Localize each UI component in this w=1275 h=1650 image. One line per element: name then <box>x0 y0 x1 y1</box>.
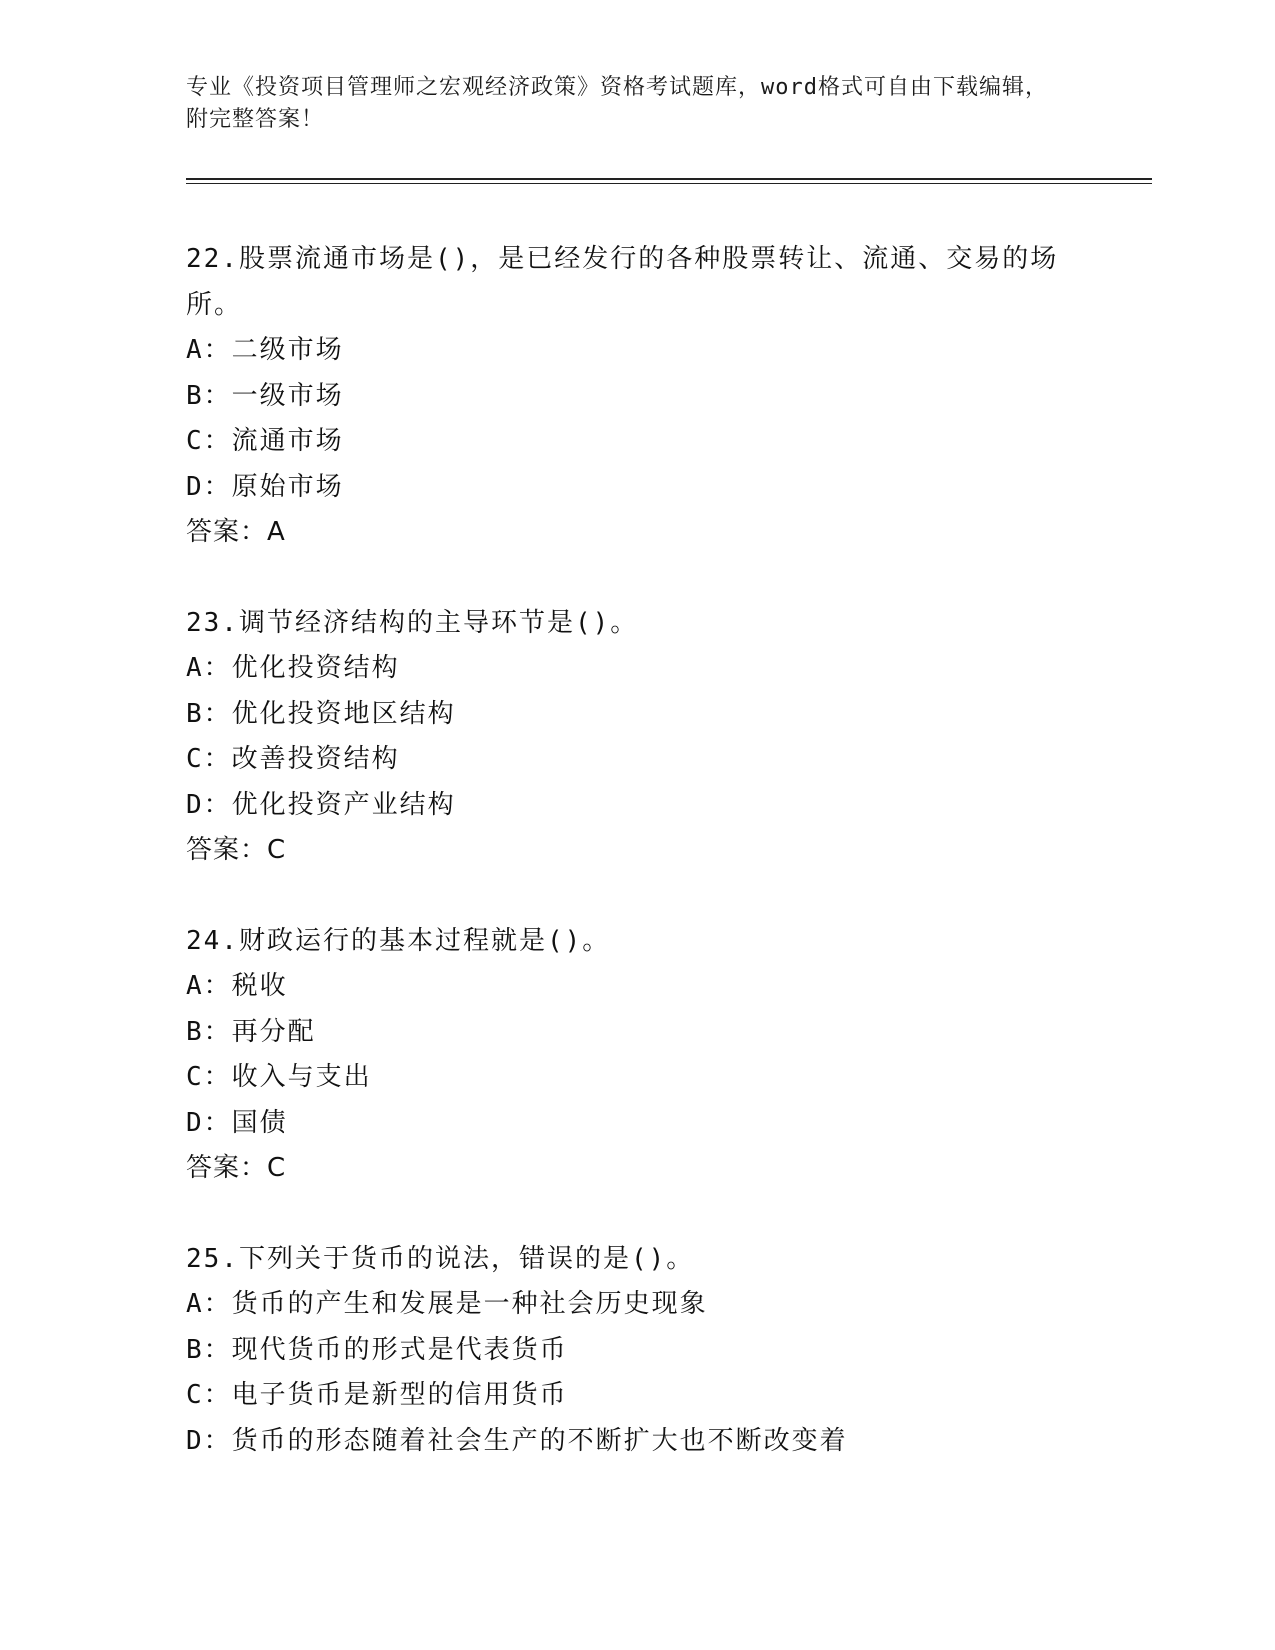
header-rule-thin <box>186 183 1152 184</box>
option-c: C：收入与支出 <box>186 1062 372 1092</box>
option-d: D：货币的形态随着社会生产的不断扩大也不断改变着 <box>186 1425 848 1456</box>
option-d: D：优化投资产业结构 <box>186 789 456 820</box>
option-c: C：电子货币是新型的信用货币 <box>186 1380 568 1410</box>
question-22 <box>186 236 1086 555</box>
question-25 <box>186 1236 1086 1464</box>
question-23 <box>186 600 1086 873</box>
option-a: A：税收 <box>186 971 288 1001</box>
option-b: B：现代货币的形式是代表货币 <box>186 1334 568 1365</box>
answer-line: 答案：C <box>186 835 287 865</box>
question-24 <box>186 918 1086 1191</box>
option-c: C：改善投资结构 <box>186 744 400 774</box>
question-stem: 25.下列关于货币的说法，错误的是()。 <box>186 1244 695 1274</box>
answer-line: 答案：A <box>186 517 286 547</box>
option-a: A：货币的产生和发展是一种社会历史现象 <box>186 1289 708 1319</box>
header-rule-thick <box>186 178 1152 180</box>
question-list <box>186 236 1086 1509</box>
question-stem: 24.财政运行的基本过程就是()。 <box>186 926 611 956</box>
question-stem: 23.调节经济结构的主导环节是()。 <box>186 608 639 638</box>
option-b: B：再分配 <box>186 1016 316 1047</box>
option-b: B：一级市场 <box>186 380 344 411</box>
option-d: D：原始市场 <box>186 471 344 502</box>
option-a: A：优化投资结构 <box>186 653 400 683</box>
option-d: D：国债 <box>186 1107 288 1138</box>
option-c: C：流通市场 <box>186 426 344 456</box>
option-a: A：二级市场 <box>186 335 344 365</box>
page-header: 专业《投资项目管理师之宏观经济政策》资格考试题库，word格式可自由下载编辑，附完整答案！ <box>186 75 1048 132</box>
option-b: B：优化投资地区结构 <box>186 698 456 729</box>
question-stem: 22.股票流通市场是()，是已经发行的各种股票转让、流通、交易的场所。 <box>186 244 1059 320</box>
answer-line: 答案：C <box>186 1153 287 1183</box>
